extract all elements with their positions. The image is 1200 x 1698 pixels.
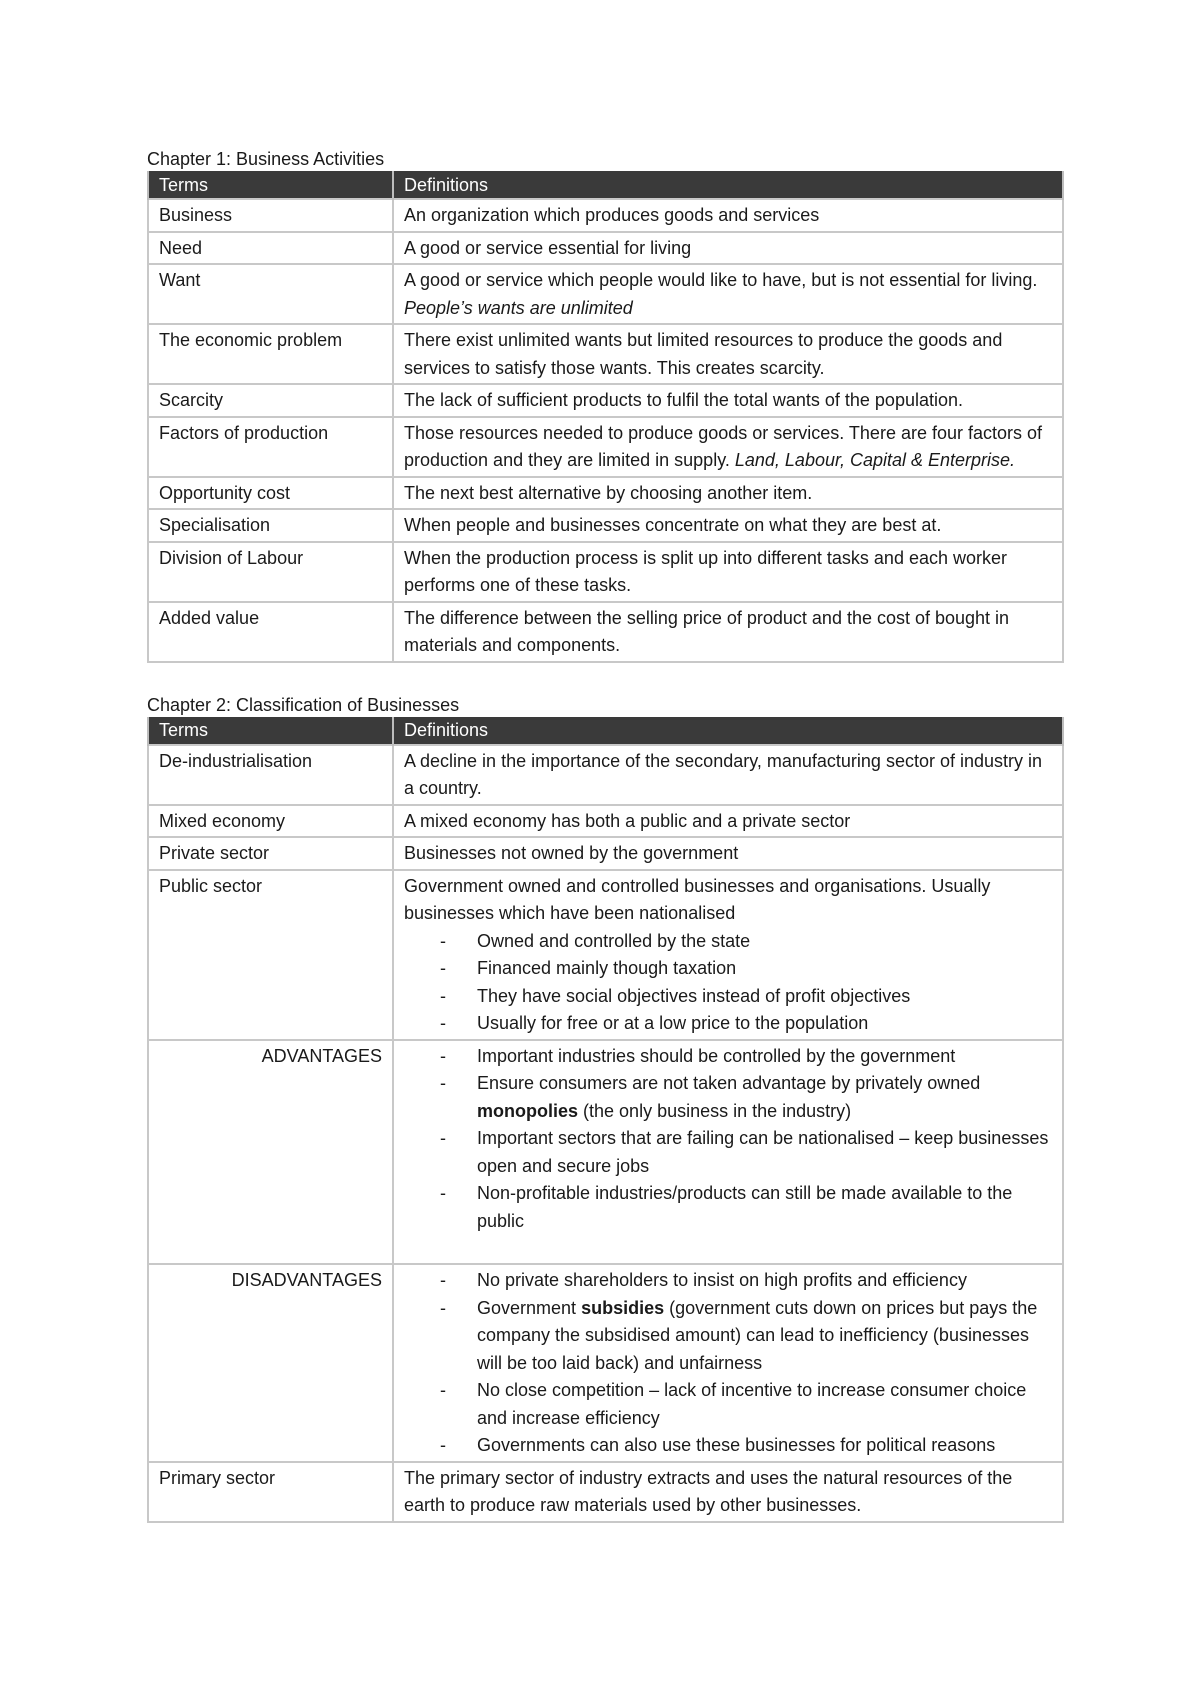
definition-italic-note: People’s wants are unlimited xyxy=(404,297,633,318)
disadvantages-label: DISADVANTAGES xyxy=(148,1264,393,1462)
table-header-row xyxy=(148,171,1063,199)
bullet-list xyxy=(404,1267,1052,1460)
advantages-label: ADVANTAGES xyxy=(148,1040,393,1265)
term-cell: Factors of production xyxy=(148,417,393,477)
definition-cell: The next best alternative by choosing another item. xyxy=(393,477,1063,510)
term-cell: Public sector xyxy=(148,870,393,1040)
item-text: Ensure consumers are not taken advantage by privately owned xyxy=(477,1073,981,1093)
list-item: - They have social objectives instead of profit objectives xyxy=(404,983,1052,1011)
table-header-row xyxy=(148,717,1063,745)
list-item: - Important sectors that are failing can be nationalised – keep businesses open and secure jobs xyxy=(404,1125,1052,1180)
table-row xyxy=(148,324,1063,384)
term-cell: The economic problem xyxy=(148,324,393,384)
table-row xyxy=(148,805,1063,838)
list-item: - No private shareholders to insist on high profits and efficiency xyxy=(404,1267,1052,1295)
item-text: (the only business in the industry) xyxy=(583,1100,852,1121)
table-row xyxy=(148,1462,1063,1522)
document-page xyxy=(147,147,1062,1523)
term-cell: Want xyxy=(148,264,393,324)
bullet-list xyxy=(404,1043,1052,1236)
term-cell: Primary sector xyxy=(148,1462,393,1522)
table-row xyxy=(148,870,1063,1040)
list-item xyxy=(404,1295,1052,1378)
chapter-1-table xyxy=(147,171,1064,663)
list-item: - Important industries should be controlled by the government xyxy=(404,1043,1052,1071)
definition-cell xyxy=(393,870,1063,1040)
definition-cell: An organization which produces goods and services xyxy=(393,199,1063,232)
table-row xyxy=(148,602,1063,662)
definition-cell: There exist unlimited wants but limited resources to produce the goods and services to satisfy those wants. This creates scarcity. xyxy=(393,324,1063,384)
item-text: Government xyxy=(477,1297,577,1318)
terms-header: Terms xyxy=(148,171,393,199)
term-cell: Private sector xyxy=(148,837,393,870)
definition-cell xyxy=(393,1040,1063,1265)
blank-line xyxy=(404,1235,1052,1262)
bullet-list xyxy=(404,928,1052,1038)
table-row xyxy=(148,509,1063,542)
definition-cell: A good or service essential for living xyxy=(393,232,1063,265)
table-row xyxy=(148,264,1063,324)
definition-cell: A decline in the importance of the secondary, manufacturing sector of industry in a country. xyxy=(393,745,1063,805)
list-item xyxy=(404,1070,1052,1125)
table-row xyxy=(148,1264,1063,1462)
definitions-header: Definitions xyxy=(393,171,1063,199)
term-cell: Business xyxy=(148,199,393,232)
chapter-2-table xyxy=(147,717,1064,1523)
definition-cell: The difference between the selling price of product and the cost of bought in materials and components. xyxy=(393,602,1063,662)
list-item: - Financed mainly though taxation xyxy=(404,955,1052,983)
list-item: - Owned and controlled by the state xyxy=(404,928,1052,956)
chapter-1-title: Chapter 1: Business Activities xyxy=(147,149,385,169)
section-spacer xyxy=(147,663,1062,693)
term-cell: Mixed economy xyxy=(148,805,393,838)
definition-text: Government owned and controlled businesses and organisations. Usually businesses which have been nationalised xyxy=(404,875,991,923)
list-item: - Usually for free or at a low price to the population xyxy=(404,1010,1052,1038)
table-row xyxy=(148,1040,1063,1265)
item-text: (government cuts down on prices but pays the company the subsidised amount) can lead to inefficiency (businesses will be too laid back) and unfairness xyxy=(477,1297,1038,1373)
definition-cell xyxy=(393,264,1063,324)
list-item: - Governments can also use these businesses for political reasons xyxy=(404,1432,1052,1460)
definition-cell xyxy=(393,1264,1063,1462)
definition-cell: Businesses not owned by the government xyxy=(393,837,1063,870)
table-row xyxy=(148,199,1063,232)
terms-header: Terms xyxy=(148,717,393,745)
term-cell: Division of Labour xyxy=(148,542,393,602)
definitions-header: Definitions xyxy=(393,717,1063,745)
table-row xyxy=(148,542,1063,602)
definition-cell xyxy=(393,417,1063,477)
term-cell: Opportunity cost xyxy=(148,477,393,510)
definition-cell: When the production process is split up into different tasks and each worker performs one of these tasks. xyxy=(393,542,1063,602)
term-cell: Need xyxy=(148,232,393,265)
definition-cell: The primary sector of industry extracts and uses the natural resources of the earth to produce raw materials used by other businesses. xyxy=(393,1462,1063,1522)
definition-cell: The lack of sufficient products to fulfil the total wants of the population. xyxy=(393,384,1063,417)
term-cell: Added value xyxy=(148,602,393,662)
table-row xyxy=(148,837,1063,870)
chapter-2-title: Chapter 2: Classification of Businesses xyxy=(147,694,460,715)
term-cell: Specialisation xyxy=(148,509,393,542)
term-cell: Scarcity xyxy=(148,384,393,417)
definition-italic-note: Land, Labour, Capital & Enterprise. xyxy=(734,450,1016,470)
table-row xyxy=(148,232,1063,265)
bold-term: monopolies xyxy=(477,1100,579,1121)
table-row xyxy=(148,384,1063,417)
list-item: - No close competition – lack of incentive to increase consumer choice and increase efficiency xyxy=(404,1377,1052,1432)
definition-cell: When people and businesses concentrate on what they are best at. xyxy=(393,509,1063,542)
list-item: - Non-profitable industries/products can still be made available to the public xyxy=(404,1180,1052,1235)
term-cell: De-industrialisation xyxy=(148,745,393,805)
definition-text: A good or service which people would like to have, but is not essential for living. xyxy=(404,270,1038,290)
definition-text: Those resources needed to produce goods or services. There are four factors of production and they are limited in supply. xyxy=(404,422,1043,470)
table-row xyxy=(148,745,1063,805)
table-row xyxy=(148,417,1063,477)
definition-cell: A mixed economy has both a public and a private sector xyxy=(393,805,1063,838)
table-row xyxy=(148,477,1063,510)
bold-term: subsidies xyxy=(581,1297,665,1318)
